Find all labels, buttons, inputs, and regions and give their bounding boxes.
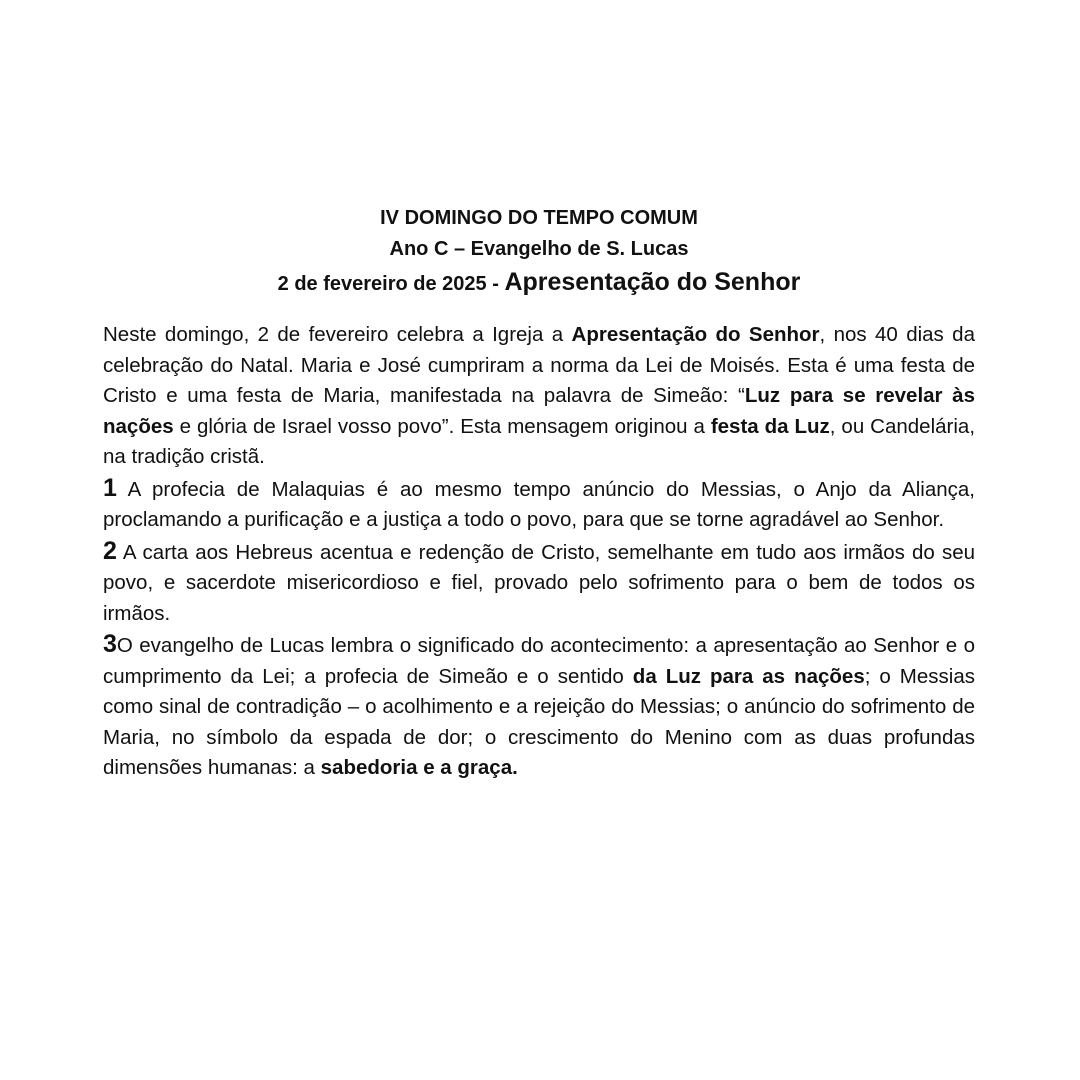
intro-text-3: e glória de Israel vosso povo”. Esta mensagem originou a [173, 414, 711, 438]
intro-bold-2: Luz para se revelar às nações [103, 384, 975, 438]
page-title: IV DOMINGO DO TEMPO COMUM [380, 207, 698, 229]
intro-paragraph [103, 320, 975, 473]
intro-text-1: Neste domingo, 2 de fevereiro celebra a Igreja a [103, 323, 572, 346]
intro-text-2: , nos 40 dias da celebração do Natal. Maria e José cumpriram a norma da Lei de Moisés. Esta é uma festa de Cristo e uma festa de Maria, manifestada na palavra de Simeão: “ [103, 323, 975, 407]
page-subtitle: Ano C – Evangelho de S. Lucas [389, 238, 689, 260]
reading-3-bold-2: sabedoria e a graça. [320, 756, 518, 779]
reading-3-bold-1: da Luz para as nações [632, 664, 865, 688]
reading-1-paragraph [103, 473, 975, 536]
reading-3-text-1: O evangelho de Lucas lembra o significado do acontecimento: a apresentação ao Senhor e o cumprimento da Lei; a profecia de Simeão e o sentido [103, 634, 975, 688]
feast-title: Apresentação do Senhor [504, 268, 801, 296]
document-page [103, 203, 975, 784]
intro-text-4: , ou Candelária, na tradição cristã. [103, 414, 976, 468]
reading-2-text: A carta aos Hebreus acentua e redenção de Cristo, semelhante em tudo aos irmãos do seu povo, e sacerdote misericordioso e fiel, provado pelo sofrimento para o bem de todos os irmãos. [103, 540, 975, 625]
reading-3-text-2: ; o Messias como sinal de contradição – o acolhimento e a rejeição do Messias; o anúncio do sofrimento de Maria, no símbolo da espada de dor; o crescimento do Menino com as duas profundas dimensões humanas: a [103, 664, 975, 779]
reading-2-number: 2 [103, 536, 117, 565]
date-text: 2 de fevereiro de 2025 - [277, 273, 499, 295]
intro-bold-1: Apresentação do Senhor [571, 323, 820, 346]
reading-2-paragraph [103, 536, 975, 630]
intro-bold-3: festa da Luz [710, 414, 830, 438]
document-body [103, 320, 975, 784]
reading-1-number: 1 [103, 473, 117, 502]
reading-3-paragraph [103, 629, 975, 784]
document-header [103, 203, 975, 301]
reading-3-number: 3 [103, 630, 117, 658]
reading-1-text: A profecia de Malaquias é ao mesmo tempo anúncio do Messias, o Anjo da Aliança, proclamando a purificação e a justiça a todo o povo, para que se torne agradável ao Senhor. [103, 477, 975, 531]
date-line [103, 265, 975, 301]
